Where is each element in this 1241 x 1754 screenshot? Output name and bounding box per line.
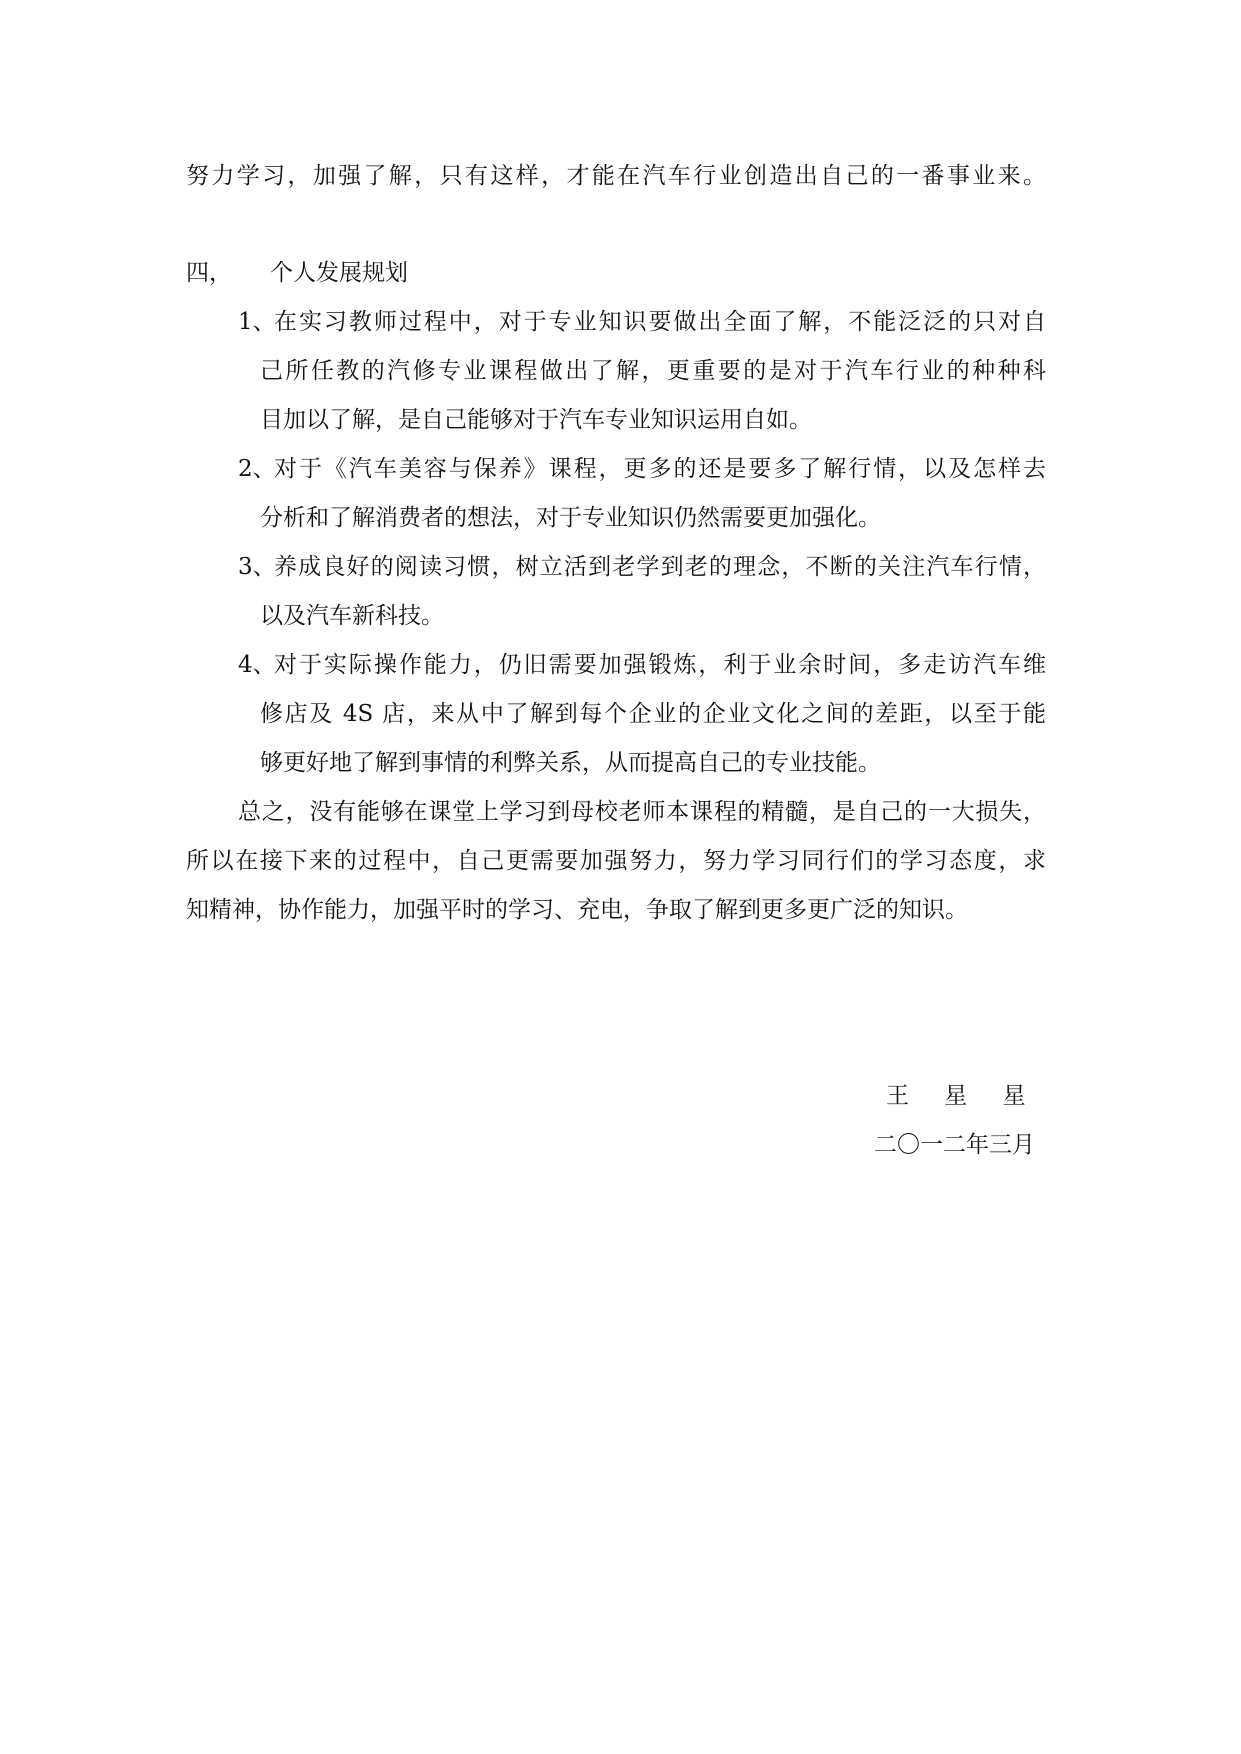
signature-date: 二〇一二年三月 (874, 1132, 1035, 1158)
list-item-number: 3、 (238, 554, 276, 580)
list-item-number: 4、 (238, 652, 276, 678)
list-item-line: 对于实际操作能力，仍旧需要加强锻炼，利于业余时间，多走访汽车维 (274, 652, 1046, 678)
list-item-line: 养成良好的阅读习惯，树立活到老学到老的理念，不断的关注汽车行情， (274, 554, 1046, 580)
intro-line: 努力学习，加强了解，只有这样，才能在汽车行业创造出自己的一番事业来。 (186, 163, 1046, 189)
conclusion-line: 总之，没有能够在课堂上学习到母校老师本课程的精髓，是自己的一大损失， (238, 799, 1046, 825)
section-title: 个人发展规划 (270, 260, 408, 286)
list-item-line: 在实习教师过程中，对于专业知识要做出全面了解，不能泛泛的只对自 (274, 309, 1046, 335)
signature-name: 王 星 星 (886, 1083, 1040, 1109)
conclusion-line: 所以在接下来的过程中，自己更需要加强努力，努力学习同行们的学习态度，求 (186, 848, 1046, 874)
conclusion-line: 知精神，协作能力，加强平时的学习、充电，争取了解到更多更广泛的知识。 (186, 897, 968, 923)
list-item-number: 2、 (238, 456, 276, 482)
list-item-line: 够更好地了解到事情的利弊关系，从而提高自己的专业技能。 (260, 750, 881, 776)
list-item-line: 以及汽车新科技。 (260, 603, 444, 629)
list-item-line: 目加以了解，是自己能够对于汽车专业知识运用自如。 (260, 407, 812, 433)
list-item-line: 修店及 4S 店，来从中了解到每个企业的企业文化之间的差距，以至于能 (260, 701, 1046, 727)
list-item-line: 己所任教的汽修专业课程做出了解，更重要的是对于汽车行业的种种科 (260, 358, 1046, 384)
list-item-line: 对于《汽车美容与保养》课程，更多的还是要多了解行情，以及怎样去 (274, 456, 1046, 482)
list-item-line: 分析和了解消费者的想法，对于专业知识仍然需要更加强化。 (260, 505, 881, 531)
section-number: 四， (186, 260, 232, 286)
list-item-number: 1、 (238, 309, 276, 335)
